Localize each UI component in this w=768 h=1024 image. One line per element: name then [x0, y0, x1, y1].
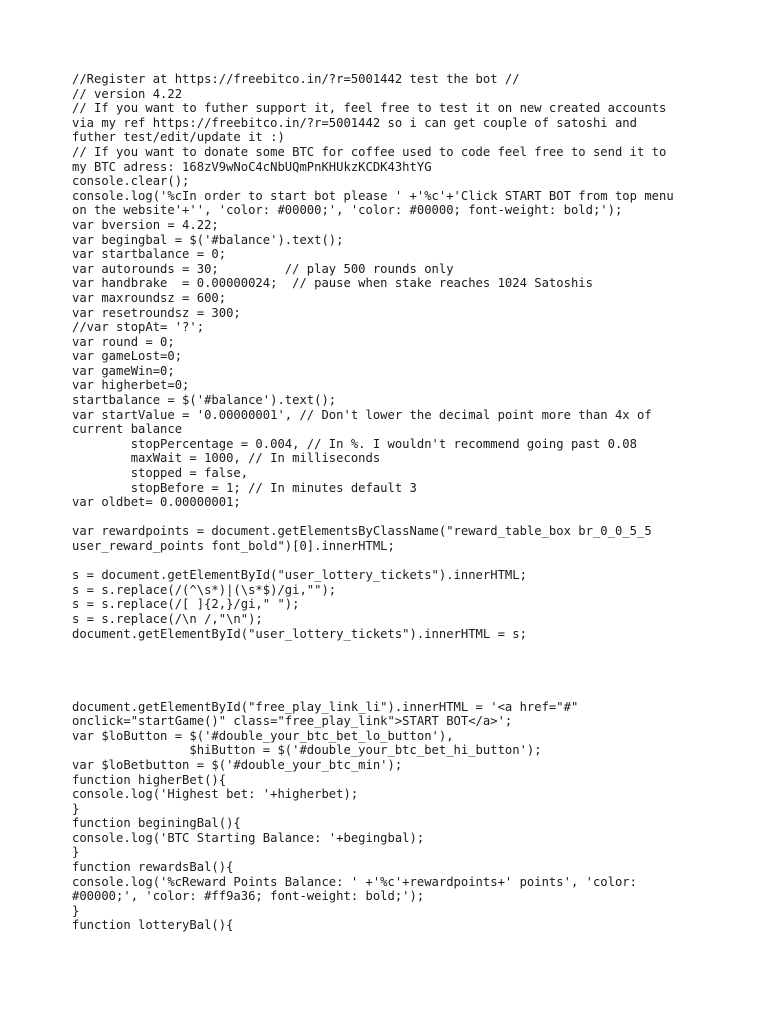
code-line: //Register at https://freebitco.in/?r=5001442 test the bot //: [72, 72, 520, 86]
code-line: s = s.replace(/[ ]{2,}/gi," ");: [72, 597, 300, 612]
code-line: document.getElementById("user_lottery_tickets").innerHTML = s;: [72, 626, 527, 641]
code-line: #00000;', 'color: #ff9a36; font-weight: bold;');: [72, 889, 425, 904]
code-line: var maxroundsz = 600;: [72, 290, 227, 305]
code-line: // If you want to donate some BTC for coffee used to code feel free to send it to: [72, 144, 667, 159]
code-line: // If you want to futher support it, feel free to test it on new created accounts: [72, 101, 667, 116]
code-line: var startValue = '0.00000001', // Don't lower the decimal point more than 4x of: [72, 407, 652, 422]
code-line: console.log('Highest bet: '+higherbet);: [72, 787, 359, 802]
code-line: // version 4.22: [72, 86, 183, 101]
code-line: console.log('%cIn order to start bot please ' +'%c'+'Click START BOT from top menu: [72, 188, 674, 203]
code-line: var autorounds = 30; // play 500 rounds only: [72, 261, 454, 276]
code-line: var resetroundsz = 300;: [72, 305, 241, 320]
code-line: startbalance = $('#balance').text();: [72, 393, 337, 408]
code-line: $hiButton = $('#double_your_btc_bet_hi_button');: [72, 743, 542, 758]
code-line: var oldbet= 0.00000001;: [72, 495, 241, 510]
code-line: stopBefore = 1; // In minutes default 3: [72, 480, 417, 495]
code-line: var round = 0;: [72, 334, 175, 349]
code-line: function higherBet(){: [72, 772, 227, 787]
code-line: [72, 510, 712, 525]
code-line: console.clear();: [72, 174, 190, 189]
document-page: [72, 72, 712, 933]
code-line: my BTC adress: 168zV9wNoC4cNbUQmPnKHUkzKCDK43htYG: [72, 159, 432, 174]
code-line: futher test/edit/update it :): [72, 130, 285, 145]
code-line: function lotteryBal(){: [72, 918, 234, 933]
code-line: var handbrake = 0.00000024; // pause when stake reaches 1024 Satoshis: [72, 276, 593, 291]
code-line: var higherbet=0;: [72, 378, 190, 393]
code-line: var rewardpoints = document.getElementsByClassName("reward_table_box br_0_0_5_5: [72, 524, 652, 539]
code-line: document.getElementById("free_play_link_li").innerHTML = '<a href="#": [72, 699, 579, 714]
code-line: var $loBetbutton = $('#double_your_btc_min');: [72, 757, 403, 772]
code-line: var $loButton = $('#double_your_btc_bet_lo_button'),: [72, 728, 454, 743]
code-line: current balance: [72, 422, 183, 437]
code-line: stopped = false,: [72, 466, 249, 481]
code-line: var begingbal = $('#balance').text();: [72, 232, 344, 247]
code-line: stopPercentage = 0.004, // In %. I wouldn't recommend going past 0.08: [72, 436, 637, 451]
code-line: function rewardsBal(){: [72, 860, 234, 875]
code-line: s = s.replace(/\n /,"\n");: [72, 611, 263, 626]
code-line: [72, 641, 712, 656]
code-line: function beginingBal(){: [72, 816, 241, 831]
code-line: via my ref https://freebitco.in/?r=5001442 so i can get couple of satoshi and: [72, 115, 637, 130]
code-line: }: [72, 801, 80, 816]
code-line: }: [72, 845, 80, 860]
code-line: var gameLost=0;: [72, 349, 183, 364]
code-line: [72, 685, 712, 700]
code-line: [72, 554, 712, 569]
code-line: //var stopAt= '?';: [72, 320, 205, 335]
code-line: user_reward_points font_bold")[0].innerHTML;: [72, 539, 395, 553]
code-line: onclick="startGame()" class="free_play_link">START BOT</a>';: [72, 714, 513, 729]
code-line: maxWait = 1000, // In milliseconds: [72, 451, 381, 466]
code-line: }: [72, 903, 80, 918]
code-line: console.log('%cReward Points Balance: ' +'%c'+rewardpoints+' points', 'color:: [72, 874, 637, 889]
code-line: console.log('BTC Starting Balance: '+begingbal);: [72, 830, 425, 845]
code-line: s = s.replace(/(^\s*)|(\s*$)/gi,"");: [72, 582, 337, 597]
code-line: s = document.getElementById("user_lottery_tickets").innerHTML;: [72, 568, 527, 583]
code-line: [72, 670, 712, 685]
code-line: var bversion = 4.22;: [72, 217, 219, 232]
code-line: on the website'+'', 'color: #00000;', 'color: #00000; font-weight: bold;');: [72, 203, 623, 218]
code-line: var gameWin=0;: [72, 363, 175, 378]
code-line: [72, 656, 712, 671]
code-line: var startbalance = 0;: [72, 247, 227, 262]
